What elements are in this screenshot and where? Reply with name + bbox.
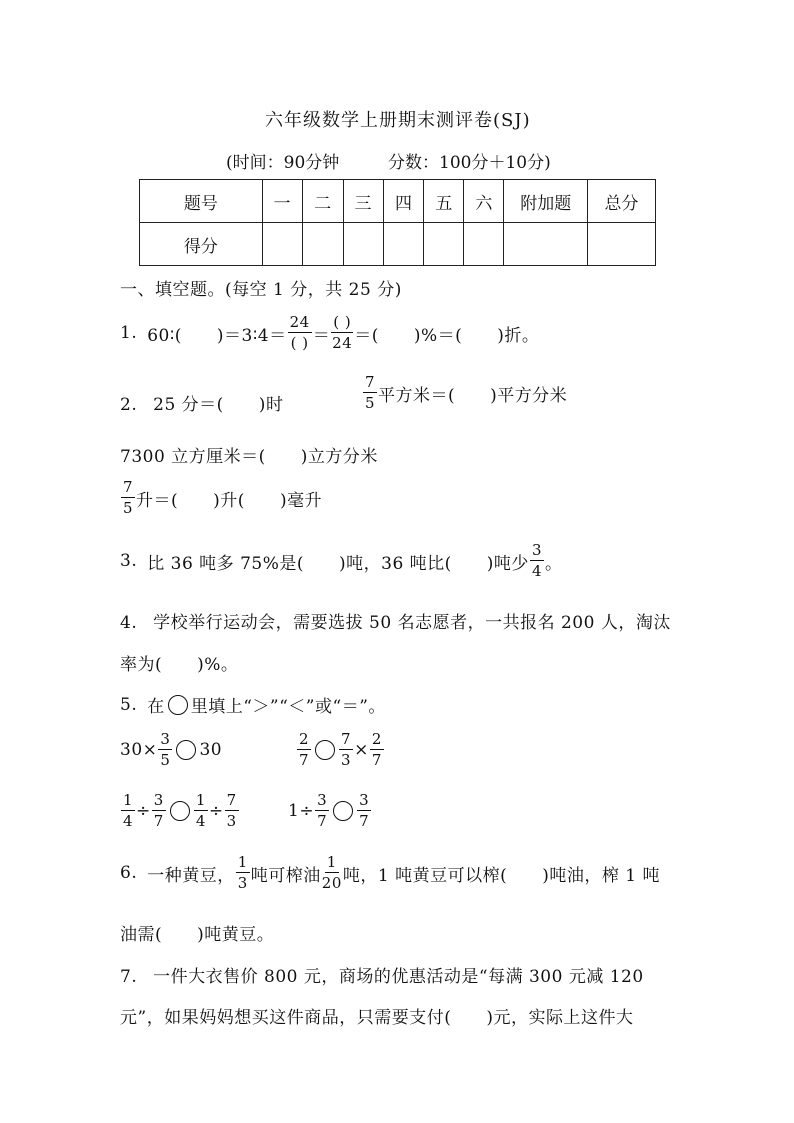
question-2-part-b [362, 375, 567, 411]
question-text: 平方米＝( )平方分米 [378, 385, 568, 406]
fraction [363, 375, 377, 411]
fraction-numerator: 3 [359, 791, 370, 809]
fraction-numerator: 1 [237, 853, 248, 871]
expression-text: 30× [120, 740, 158, 760]
question-text: 。 [544, 553, 563, 574]
score-input-cell[interactable] [343, 223, 383, 266]
fraction-numerator: 3 [531, 541, 542, 559]
question-text: 25 分＝( )时 [153, 395, 284, 415]
fraction-denominator: 4 [123, 812, 134, 830]
question-text: ＝( )%＝( )折。 [354, 325, 540, 346]
question-2-part-c: 7300 立方厘米＝( )立方分米 [120, 447, 378, 467]
fraction-denominator: 4 [531, 562, 542, 580]
compare-expression-2 [296, 732, 385, 768]
score-input-cell[interactable] [302, 223, 343, 266]
fraction-denominator: 7 [153, 812, 164, 830]
fraction-denominator: ( ) [290, 334, 309, 352]
expression-text: 30 [199, 740, 223, 760]
fraction [370, 732, 384, 768]
question-number: 7. [120, 967, 138, 987]
question-text: 一件大衣售价 800 元，商场的优惠活动是“每满 300 元减 120 [153, 967, 644, 987]
fraction-denominator: 5 [123, 499, 134, 517]
fraction [152, 793, 166, 829]
question-number: 4. [120, 613, 138, 633]
fraction-numerator: 3 [317, 791, 328, 809]
compare-circle-input[interactable] [170, 801, 190, 821]
question-text: 60∶( )＝3∶4＝ [147, 325, 287, 346]
score-table [139, 179, 656, 266]
fraction-denominator: 5 [160, 751, 171, 769]
score-table-header-row [140, 180, 656, 223]
fraction-numerator: 1 [123, 791, 134, 809]
fraction-denominator: 24 [332, 334, 353, 352]
question-number: 6. [120, 863, 138, 883]
fraction-numerator: ( ) [333, 313, 352, 331]
fraction-numerator: 2 [299, 730, 310, 748]
score-input-cell[interactable] [588, 223, 656, 266]
fraction [357, 793, 371, 829]
score-input-cell[interactable] [464, 223, 504, 266]
fraction [339, 732, 353, 768]
compare-expression-4 [288, 793, 372, 829]
question-4 [120, 608, 671, 633]
question-5 [120, 692, 386, 717]
fraction-numerator: 3 [153, 791, 164, 809]
fraction-numerator: 1 [195, 791, 206, 809]
fraction [322, 855, 342, 891]
fraction [236, 855, 250, 891]
fraction [121, 480, 135, 516]
expression-text: 1÷ [288, 801, 315, 821]
exam-time: (时间：90分钟 [226, 153, 340, 173]
fraction-denominator: 7 [359, 812, 370, 830]
question-6-line-2: 油需( )吨黄豆。 [120, 925, 275, 945]
score-table-row-label: 得分 [140, 223, 263, 266]
question-text: 里填上“＞”“＜”或“＝”。 [190, 697, 386, 717]
fraction-denominator: 3 [341, 751, 352, 769]
fraction [315, 793, 329, 829]
score-table-cell: 总分 [588, 180, 656, 223]
question-text: ＝ [312, 325, 331, 346]
score-table-cell: 题号 [140, 180, 263, 223]
fraction-denominator: 4 [195, 812, 206, 830]
fraction-numerator: 24 [289, 313, 310, 331]
question-text: 升＝( )升( )毫升 [136, 490, 323, 511]
question-text: 学校举行运动会，需要选拔 50 名志愿者，一共报名 200 人，淘汰 [153, 613, 671, 633]
score-input-cell[interactable] [262, 223, 302, 266]
question-3 [120, 543, 562, 579]
question-number: 1. [120, 323, 138, 343]
question-number: 2. [120, 395, 138, 415]
question-number: 3. [120, 551, 138, 571]
expression-text: ÷ [136, 801, 151, 821]
score-table-cell: 一 [262, 180, 302, 223]
compare-circle-input[interactable] [333, 801, 353, 821]
question-7-line-2: 元”，如果妈妈想买这件商品，只需要支付( )元，实际上这件大 [120, 1008, 634, 1028]
fraction [194, 793, 208, 829]
fraction-denominator: 7 [371, 751, 382, 769]
score-table-cell: 三 [343, 180, 383, 223]
question-6 [120, 855, 660, 891]
fraction-numerator: 7 [226, 791, 237, 809]
fraction [158, 732, 172, 768]
fraction-denominator: 7 [299, 751, 310, 769]
fraction-denominator: 20 [321, 874, 342, 892]
fraction [297, 732, 311, 768]
compare-circle-input[interactable] [315, 740, 335, 760]
fraction-denominator: 5 [365, 394, 376, 412]
fraction-denominator: 3 [226, 812, 237, 830]
fraction [121, 793, 135, 829]
fraction [225, 793, 239, 829]
exam-score: 分数：100分＋10分) [388, 153, 551, 173]
question-number: 5. [120, 694, 138, 715]
score-table-cell: 五 [424, 180, 464, 223]
question-7 [120, 962, 644, 987]
score-table-cell: 四 [383, 180, 424, 223]
question-2 [120, 390, 283, 415]
score-input-cell[interactable] [383, 223, 424, 266]
fraction-numerator: 7 [341, 730, 352, 748]
section-1-title: 一、填空题。(每空 1 分，共 25 分) [120, 280, 402, 300]
fraction [288, 315, 312, 351]
question-2-part-d [120, 480, 322, 516]
fraction-denominator: 7 [317, 812, 328, 830]
fraction-numerator: 7 [365, 373, 376, 391]
fraction-numerator: 1 [326, 853, 337, 871]
exam-title: 六年级数学上册期末测评卷(SJ) [265, 110, 531, 131]
question-text: 吨，1 吨黄豆可以榨( )吨油，榨 1 吨 [342, 865, 660, 886]
fraction-numerator: 2 [371, 730, 382, 748]
fraction-denominator: 3 [237, 874, 248, 892]
question-4-line-2: 率为( )%。 [120, 655, 239, 675]
score-table-score-row [140, 223, 656, 266]
fraction [530, 543, 544, 579]
score-table-cell: 附加题 [504, 180, 588, 223]
score-input-cell[interactable] [504, 223, 588, 266]
expression-text: ÷ [208, 801, 224, 821]
compare-expression-1 [120, 732, 222, 768]
question-text: 比 36 吨多 75%是( )吨，36 吨比( )吨少 [147, 553, 529, 574]
circle-icon [168, 695, 188, 715]
score-input-cell[interactable] [424, 223, 464, 266]
score-table-cell: 二 [302, 180, 343, 223]
question-text: 在 [147, 697, 165, 717]
fraction-numerator: 3 [160, 730, 171, 748]
fraction-numerator: 7 [123, 478, 134, 496]
expression-text: × [354, 740, 369, 760]
question-1 [120, 315, 539, 351]
compare-expression-3 [120, 793, 240, 829]
question-text: 吨可榨油 [250, 865, 321, 886]
score-table-cell: 六 [464, 180, 504, 223]
fraction [331, 315, 353, 351]
question-text: 一种黄豆， [147, 865, 235, 886]
compare-circle-input[interactable] [176, 740, 196, 760]
